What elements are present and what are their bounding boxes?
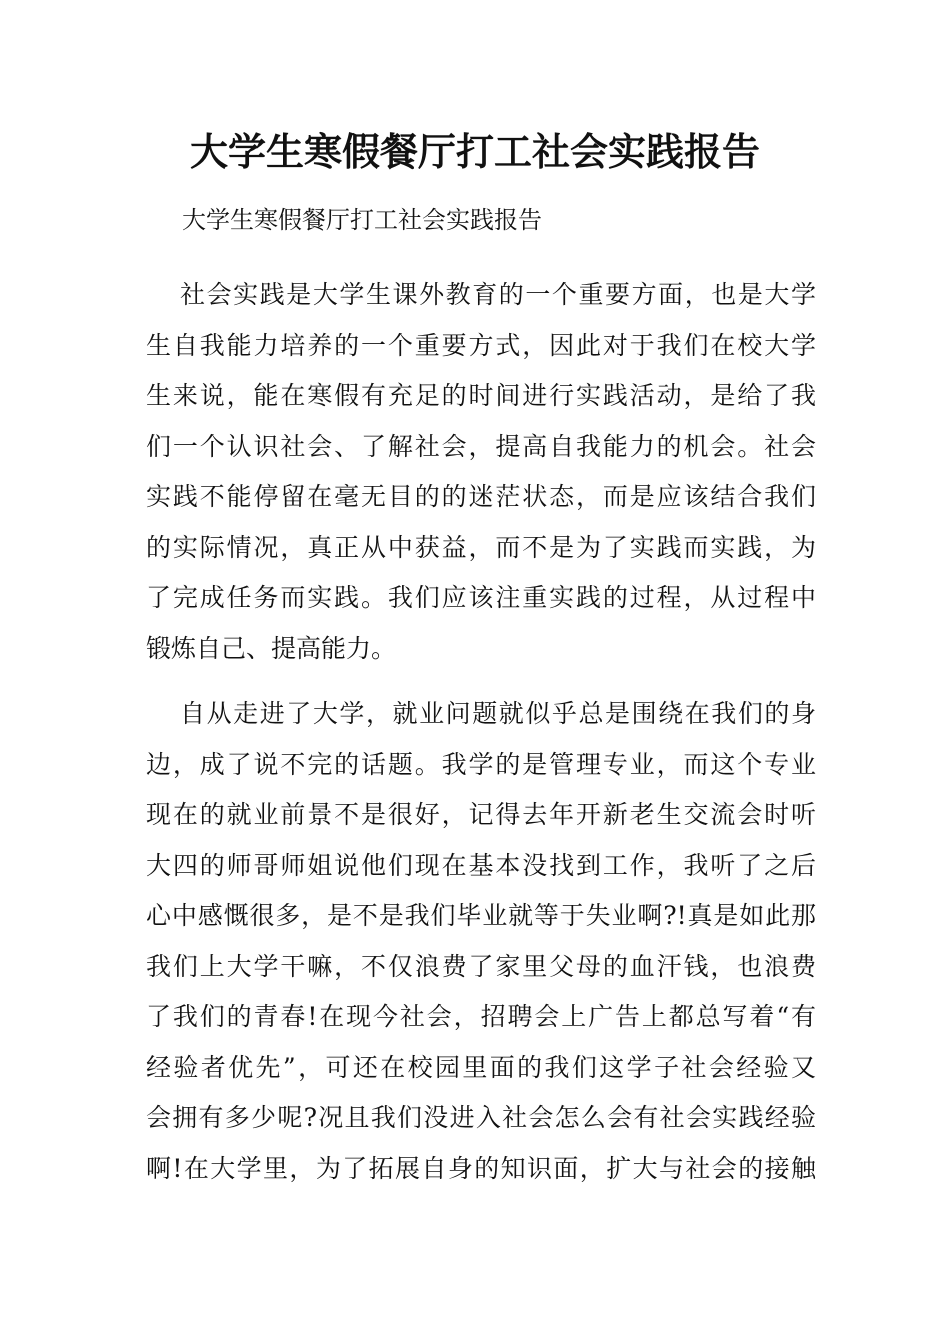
paragraph-1 [146,270,816,674]
paragraph-line: 生自我能力培养的一个重要方式，因此对于我们在校大学 [146,330,816,360]
document-subtitle: 大学生寒假餐厅打工社会实践报告 [182,206,542,234]
paragraph-line: 心中感慨很多，是不是我们毕业就等于失业啊?!真是如此那 [146,901,816,930]
paragraph-line: 啊!在大学里，为了拓展自身的知识面，扩大与社会的接触 [146,1153,816,1183]
paragraph-line: 大四的师哥师姐说他们现在基本没找到工作，我听了之后 [146,850,816,880]
document-title: 大学生寒假餐厅打工社会实践报告 [189,129,760,174]
paragraph-line: 了我们的青春!在现今社会，招聘会上广告上都总写着“有 [146,1002,816,1031]
paragraph-line: 们一个认识社会、了解社会，提高自我能力的机会。社会 [146,431,816,461]
paragraph-line: 了完成任务而实践。我们应该注重实践的过程，从过程中 [146,583,816,612]
paragraph-line: 锻炼自己、提高能力。 [146,633,397,663]
paragraph-line: 自从走进了大学，就业问题就似乎总是围绕在我们的身 [180,699,816,728]
paragraph-line: 会拥有多少呢?况且我们没进入社会怎么会有社会实践经验 [146,1103,816,1132]
paragraph-line: 我们上大学干嘛，不仅浪费了家里父母的血汗钱，也浪费 [146,951,816,981]
paragraph-line: 边，成了说不完的话题。我学的是管理专业，而这个专业 [146,749,816,779]
paragraph-line: 社会实践是大学生课外教育的一个重要方面，也是大学 [180,280,816,309]
paragraph-line: 现在的就业前景不是很好，记得去年开新老生交流会时听 [146,800,816,829]
paragraph-line: 的实际情况，真正从中获益，而不是为了实践而实践，为 [146,532,816,562]
paragraph-2 [146,689,816,1194]
paragraph-line: 生来说，能在寒假有充足的时间进行实践活动，是给了我 [146,381,816,410]
paragraph-line: 经验者优先”，可还在校园里面的我们这学子社会经验又 [146,1052,816,1082]
paragraph-line: 实践不能停留在毫无目的的迷茫状态，而是应该结合我们 [146,482,816,511]
